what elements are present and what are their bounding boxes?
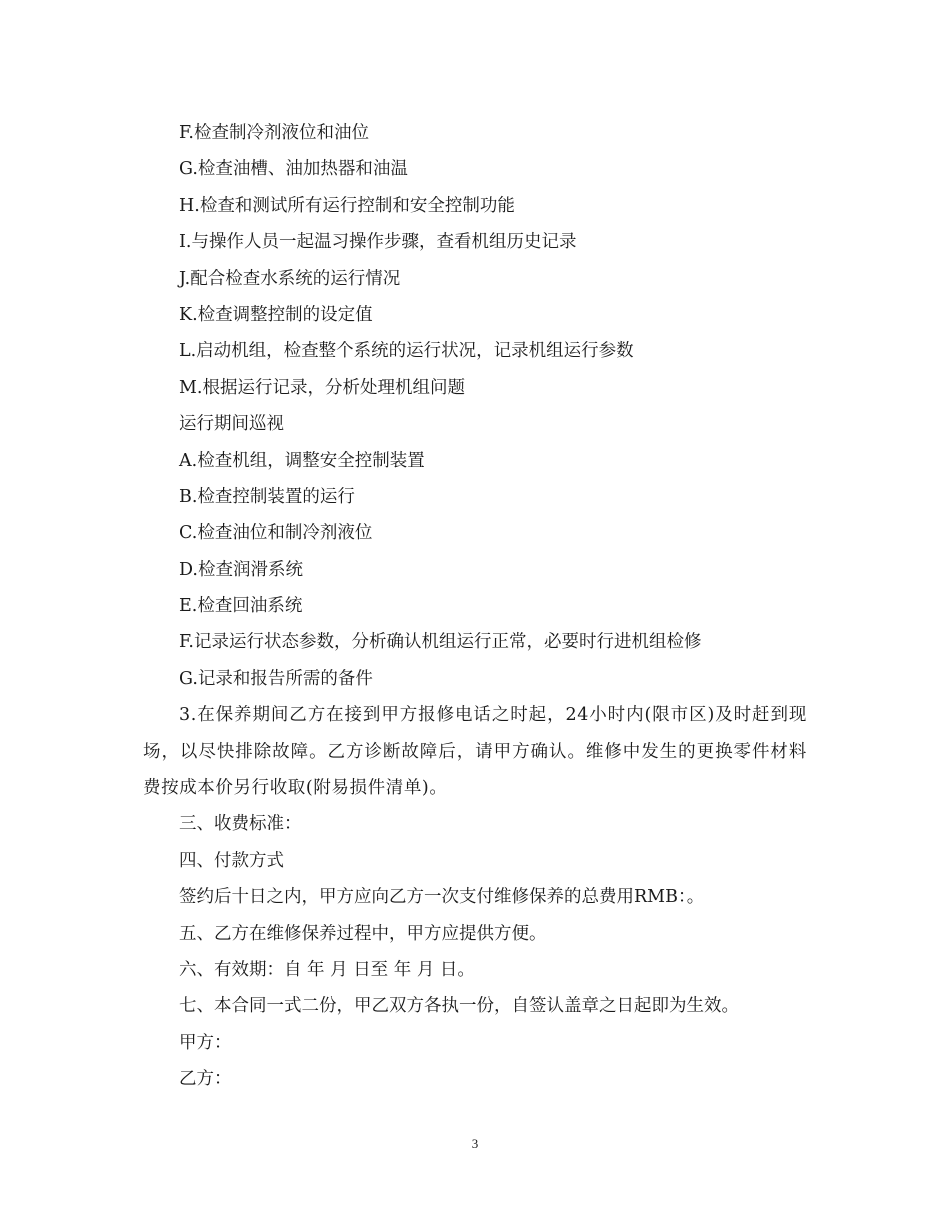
party-a-label: 甲方：: [179, 1032, 232, 1053]
text-line: L.启动机组，检查整个系统的运行状况，记录机组运行参数: [179, 341, 634, 362]
text-line: E.检查回油系统: [179, 596, 303, 617]
text-line: 五、乙方在维修保养过程中，甲方应提供方便。: [179, 923, 547, 944]
text-line: I.与操作人员一起温习操作步骤，查看机组历史记录: [179, 232, 577, 253]
text-line: 六、有效期：自 年 月 日至 年 月 日。: [179, 960, 475, 981]
service-paragraph: 3.在保养期间乙方在接到甲方报修电话之时起，24小时内(限市区)及时赶到现场，以尽快排除故障。乙方诊断故障后，请甲方确认。维修中发生的更换零件材料费按成本价另行收取(附易损件清单)。: [143, 705, 807, 799]
text-line: B.检查控制装置的运行: [179, 486, 355, 507]
text-line: H.检查和测试所有运行控制和安全控制功能: [179, 195, 515, 216]
page-number: 3: [471, 1136, 479, 1151]
text-line: F.检查制冷剂液位和油位: [179, 123, 369, 143]
text-line: G.记录和报告所需的备件: [179, 668, 373, 689]
text-line: M.根据运行记录，分析处理机组问题: [179, 377, 465, 398]
terms-section: [143, 806, 807, 1097]
document-body: [143, 115, 807, 1098]
text-line: G.检查油槽、油加热器和油温: [179, 159, 408, 180]
party-b-label: 乙方：: [179, 1069, 232, 1090]
text-line: A.检查机组，调整安全控制装置: [179, 450, 425, 471]
text-line: D.检查润滑系统: [179, 559, 303, 580]
section-heading: 运行期间巡视: [179, 414, 284, 435]
text-line: 签约后十日之内，甲方应向乙方一次支付维修保养的总费用RMB：。: [179, 887, 705, 908]
text-line: F.记录运行状态参数，分析确认机组运行正常，必要时行进机组检修: [179, 632, 702, 653]
clause-heading: 四、付款方式: [179, 850, 284, 871]
text-line: C.检查油位和制冷剂液位: [179, 523, 373, 544]
text-line: 七、本合同一式二份，甲乙双方各执一份，自签认盖章之日起即为生效。: [179, 996, 739, 1017]
clause-heading: 三、收费标准：: [179, 814, 302, 835]
text-line: K.检查调整控制的设定值: [179, 304, 373, 325]
text-line: J.配合检查水系统的运行情况: [179, 268, 401, 289]
checklist-section: [143, 115, 807, 697]
